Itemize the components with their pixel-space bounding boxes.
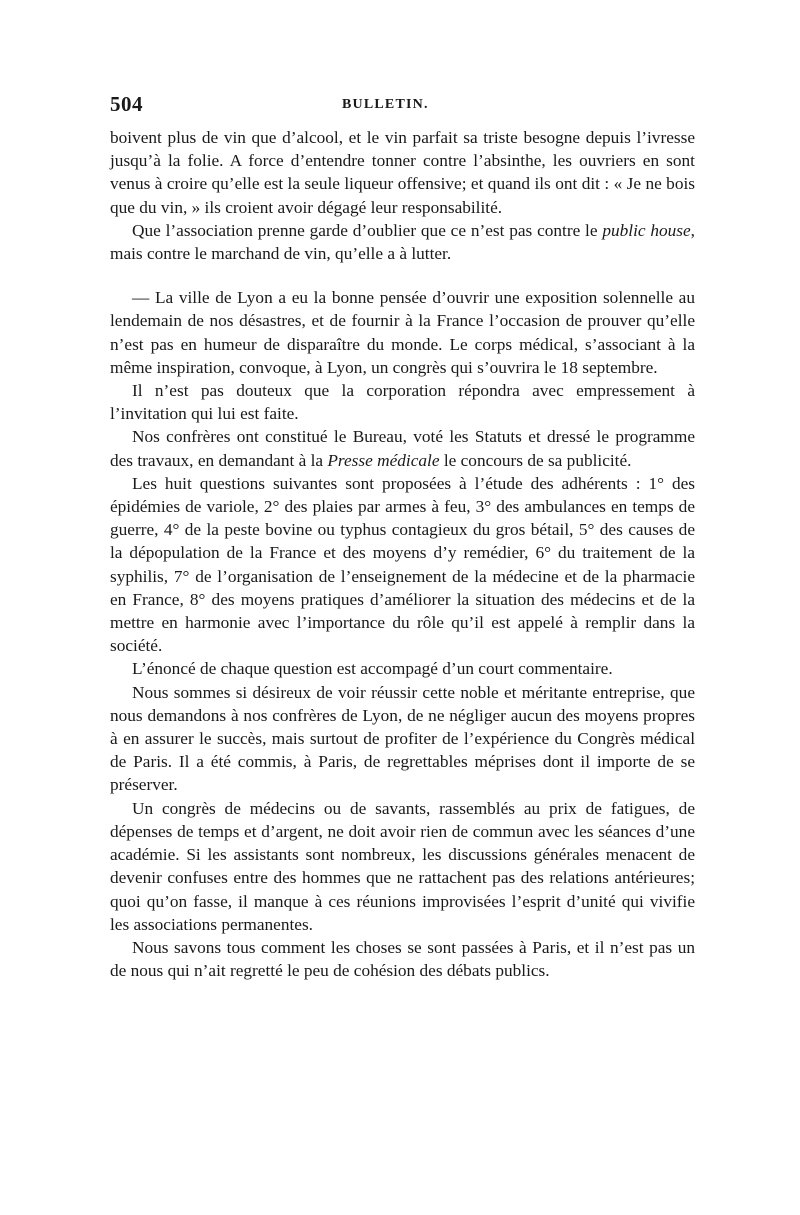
body-text [110,126,695,982]
paragraph-lyon-exposition: — La ville de Lyon a eu la bonne pensée d’ouvrir une exposition solennelle au lendemain de nos désastres, et de fournir à la France l’occasion de prouver qu’elle n’est pas en humeur de disparaître du monde. Le corps médical, s’associant à la même inspiration, convoque, à Lyon, un congrès qui s’ouvrira le 18 septembre. [110,288,695,377]
document-page [110,92,695,982]
paragraph-enonce: L’énoncé de chaque question est accompagé d’un court commentaire. [132,659,613,679]
paragraph-congres: Un congrès de médecins ou de savants, rassemblés au prix de fatigues, de dépenses de temps et d’argent, ne doit avoir rien de commun avec les séances d’une académie. Si les assistants sont nombreux, les discussions générales menacent de devenir confuses entre des hommes que ne rattachent pas des relations antérieures; quoi qu’on fasse, il manque à ces réunions improvisées l’esprit d’unité qui vivifie les associations permanentes. [110,798,695,934]
page-header [110,92,695,126]
paragraph-bureau [110,425,695,471]
italic-term-public-house: public house [602,220,691,240]
paragraph-paris: Nous savons tous comment les choses se sont passées à Paris, et il n’est pas un de nous qui n’ait regretté le peu de cohésion des débats publics. [110,937,695,981]
page-number: 504 [110,92,143,116]
running-head: BULLETIN. [342,97,429,112]
text-run: , mais contre le marchand de vin, qu’elle a à lutter. [110,220,695,264]
section-gap [110,265,695,286]
italic-term-presse-medicale: Presse médicale [327,450,440,470]
text-run: Nos confrères ont constitué le Bureau, voté les Statuts et dressé le programme des travaux, en demandant à la [110,427,695,470]
paragraph-questions: Les huit questions suivantes sont proposées à l’étude des adhérents : 1° des épidémies de variole, 2° des plaies par armes à feu, 3° des ambulances en temps de guerre, 4° de la peste bovine ou typhus contagieux du gros bétail, 5° des causes de la dépopulation de la France et des moyens d’y remédier, 6° du traitement de la syphilis, 7° de l’organisation de l’enseignement de la médecine et de la pharmacie en France, 8° des moyens pratiques d’améliorer la situation des médecins et de la mettre en harmonie avec l’importance du rôle qu’il est appelé à remplir dans la société. [110,473,695,656]
text-run: le concours de sa publicité. [439,450,632,470]
paragraph-entreprise: Nous sommes si désireux de voir réussir cette noble et méritante entreprise, que nous demandons à nos confrères de Lyon, de ne négliger aucun des moyens propres à en assurer le succès, mais surtout de profiter de l’expérience du Congrès médical de Paris. Il a été commis, à Paris, de regrettables méprises dont il importe de se préserver. [110,682,695,795]
paragraph-continuation: boivent plus de vin que d’alcool, et le vin parfait sa triste besogne depuis l’ivresse jusqu’à la folie. A force d’entendre tonner contre l’absinthe, les ouvriers en sont venus à croire qu’elle est la seule liqueur offensive; et quand ils ont dit : « Je ne bois que du vin, » ils croient avoir dégagé leur responsabilité. [110,128,695,217]
paragraph-association [110,219,695,265]
paragraph-corporation: Il n’est pas douteux que la corporation répondra avec empressement à l’invitation qui lui est faite. [110,381,695,424]
text-run: Que l’association prenne garde d’oublier que ce n’est pas contre le [132,220,603,240]
